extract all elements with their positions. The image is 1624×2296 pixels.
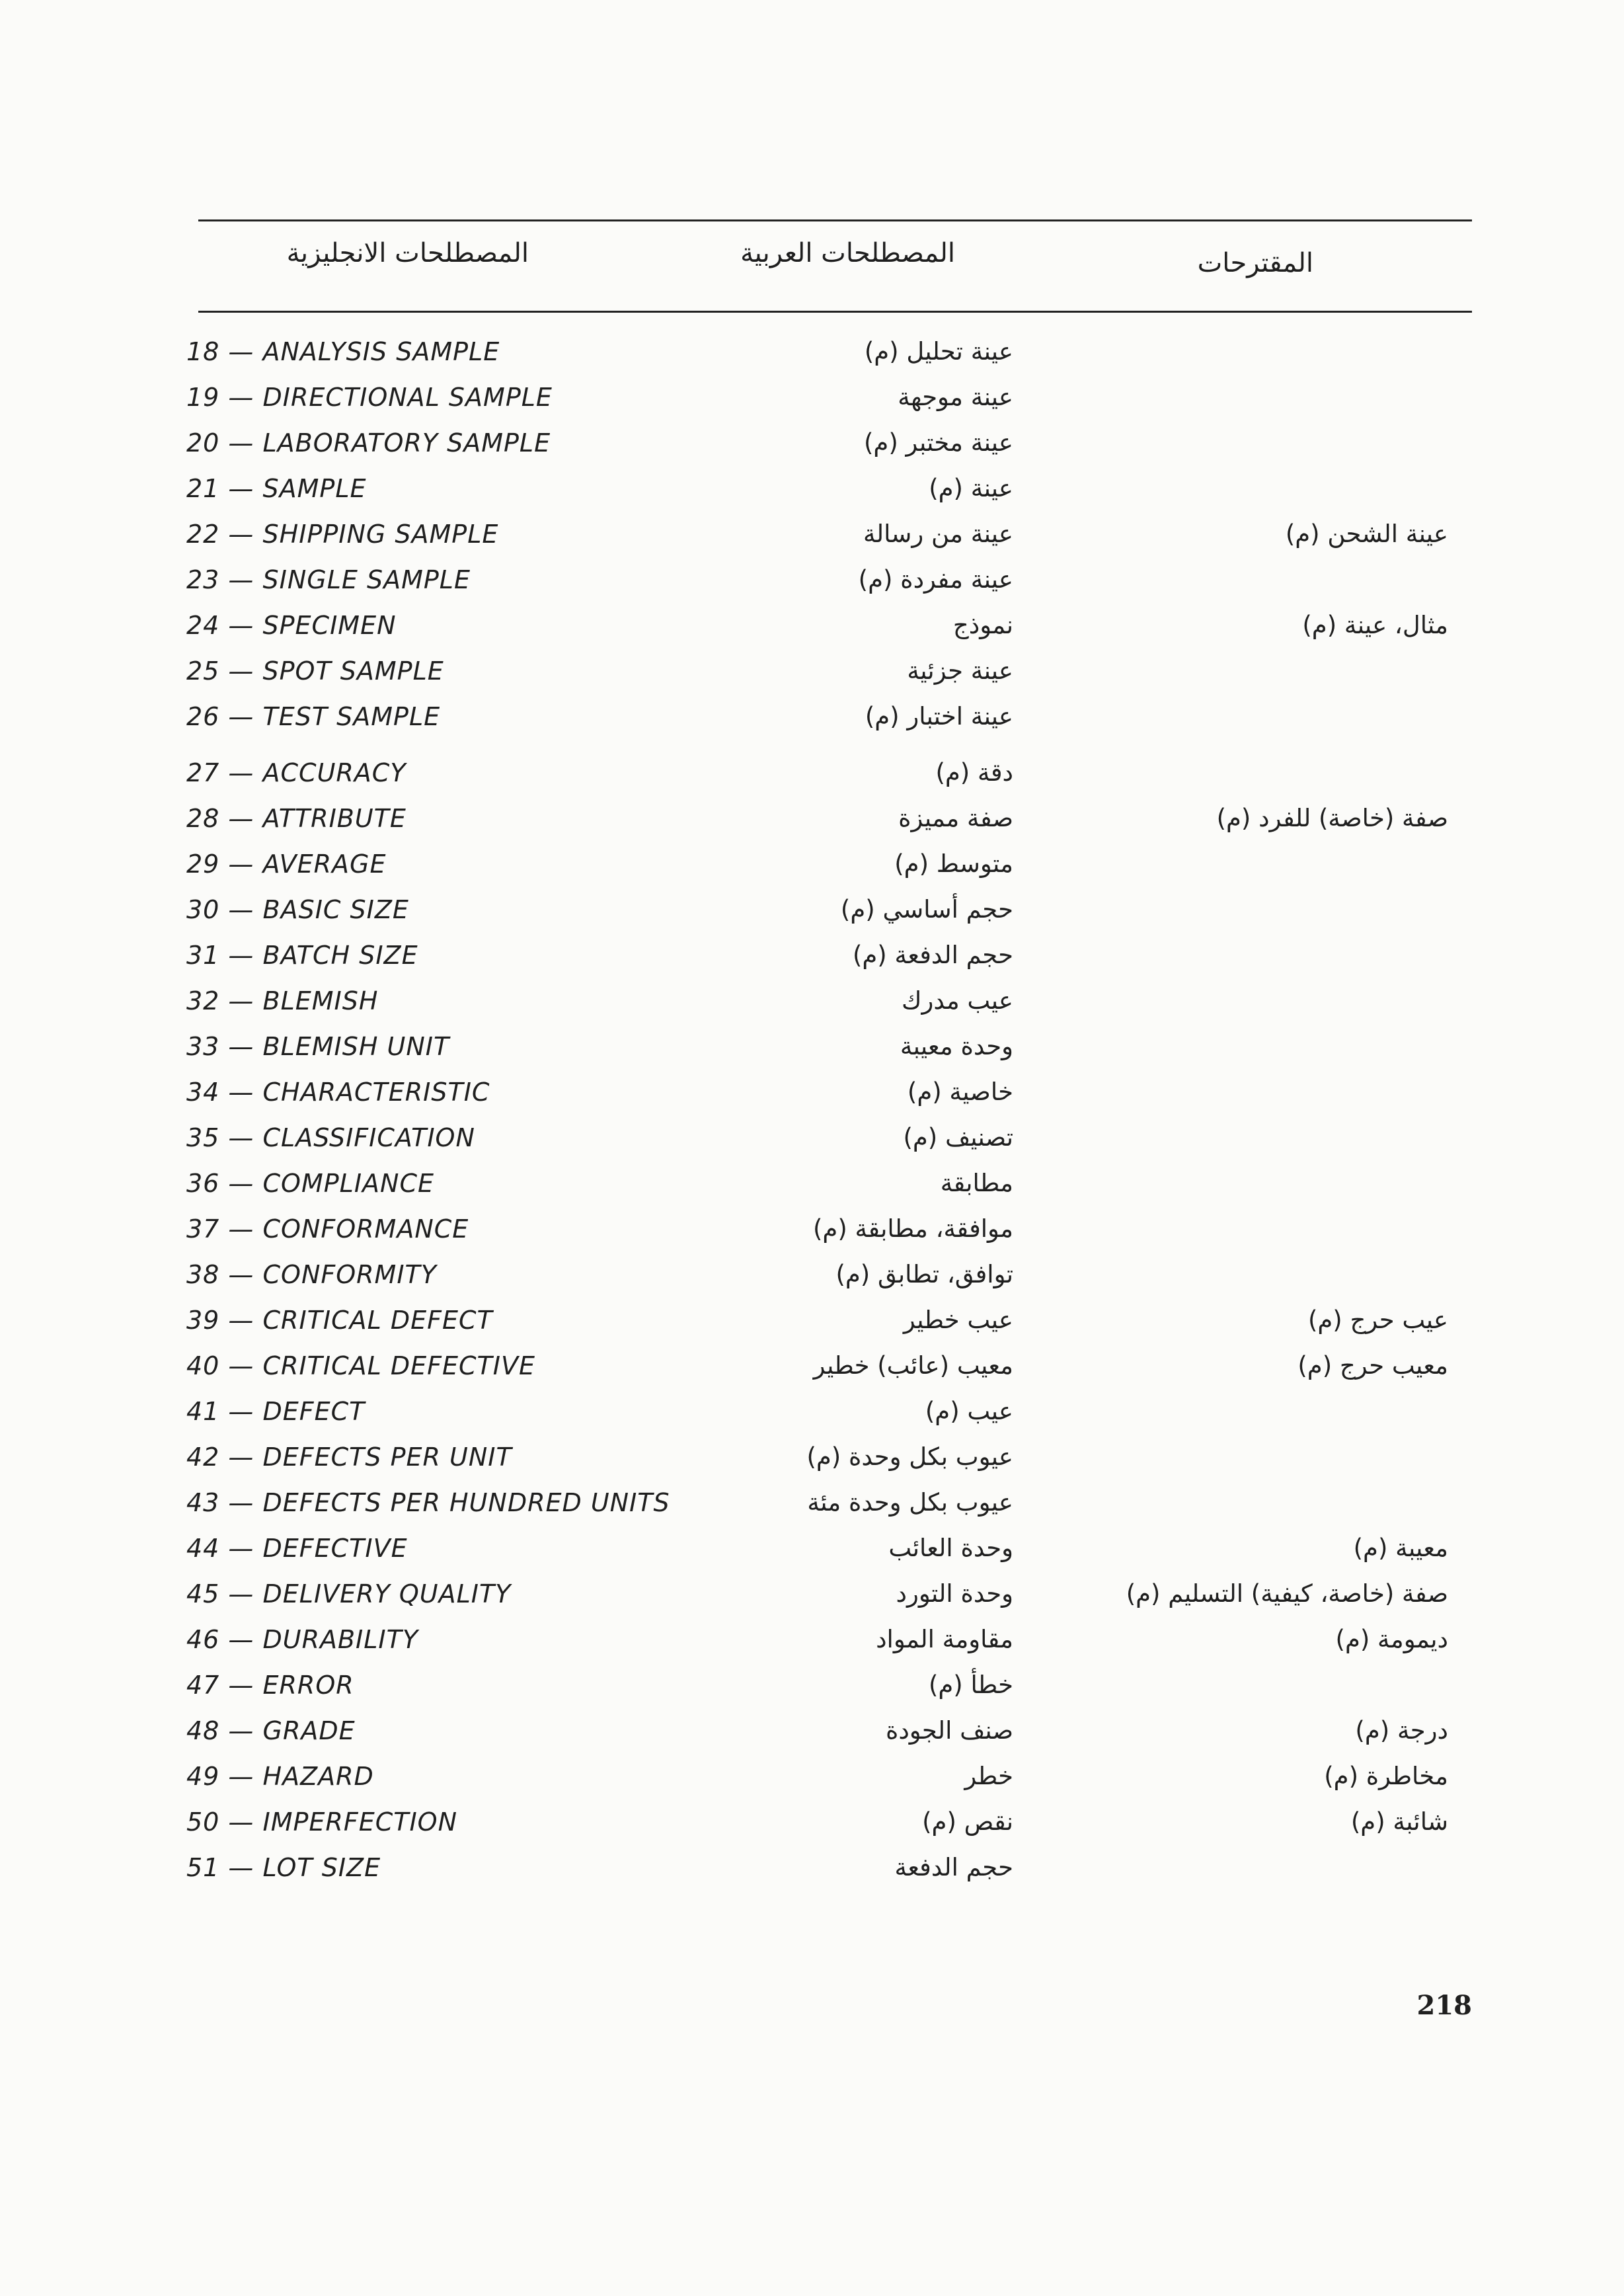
english-term: 50 — IMPERFECTION <box>186 1807 457 1837</box>
suggestion: درجة (م) <box>1355 1716 1448 1745</box>
arabic-term: عيوب بكل وحدة مئة <box>807 1488 1013 1517</box>
english-term: 24 — SPECIMEN <box>186 611 397 640</box>
table-row <box>0 520 1624 565</box>
english-term: 26 — TEST SAMPLE <box>186 702 441 731</box>
arabic-term: تصنيف (م) <box>903 1123 1013 1152</box>
english-term: 18 — ANALYSIS SAMPLE <box>186 337 500 366</box>
english-term: 23 — SINGLE SAMPLE <box>186 565 471 594</box>
arabic-term: عينة جزئية <box>907 656 1013 685</box>
arabic-term: صنف الجودة <box>885 1716 1013 1745</box>
english-term: 43 — DEFECTS PER HUNDRED UNITS <box>186 1488 670 1517</box>
table-row <box>0 1397 1624 1443</box>
table-row <box>0 895 1624 941</box>
english-term: 47 — ERROR <box>186 1671 354 1700</box>
arabic-term: خطأ (م) <box>928 1671 1013 1699</box>
table-row <box>0 1807 1624 1853</box>
arabic-term: عيب خطير <box>903 1306 1013 1334</box>
header-english-terms: المصطلحات الانجليزية <box>286 238 529 268</box>
arabic-term: مطابقة <box>940 1169 1013 1197</box>
english-term: 41 — DEFECT <box>186 1397 366 1426</box>
table-row <box>0 611 1624 656</box>
arabic-term: مقاومة المواد <box>876 1625 1013 1653</box>
arabic-term: موافقة، مطابقة (م) <box>813 1214 1013 1243</box>
english-term: 37 — CONFORMANCE <box>186 1214 469 1244</box>
terms-table <box>0 337 1624 1899</box>
arabic-term: عينة موجهة <box>898 383 1013 411</box>
table-row <box>0 474 1624 520</box>
arabic-term: نموذج <box>952 611 1013 639</box>
header-arabic-terms: المصطلحات العربية <box>740 238 955 268</box>
table-row <box>0 850 1624 895</box>
table-row <box>0 1488 1624 1534</box>
arabic-term: حجم الدفعة <box>894 1853 1013 1881</box>
english-term: 34 — CHARACTERISTIC <box>186 1078 490 1107</box>
english-term: 29 — AVERAGE <box>186 850 387 879</box>
english-term: 22 — SHIPPING SAMPLE <box>186 520 499 549</box>
arabic-term: عينة (م) <box>929 474 1013 502</box>
english-term: 44 — DEFECTIVE <box>186 1534 408 1563</box>
english-term: 31 — BATCH SIZE <box>186 941 418 970</box>
english-term: 33 — BLEMISH UNIT <box>186 1032 450 1061</box>
table-row <box>0 702 1624 748</box>
english-term: 36 — COMPLIANCE <box>186 1169 434 1198</box>
english-term: 25 — SPOT SAMPLE <box>186 656 444 686</box>
arabic-term: متوسط (م) <box>894 850 1013 878</box>
english-term: 45 — DELIVERY QUALITY <box>186 1579 512 1608</box>
english-term: 49 — HAZARD <box>186 1762 374 1791</box>
english-term: 32 — BLEMISH <box>186 986 379 1015</box>
table-row <box>0 1214 1624 1260</box>
table-row <box>0 758 1624 804</box>
english-term: 46 — DURABILITY <box>186 1625 419 1654</box>
arabic-term: عيب (م) <box>925 1397 1013 1425</box>
english-term: 39 — CRITICAL DEFECT <box>186 1306 493 1335</box>
arabic-term: عينة مفردة (م) <box>858 565 1013 594</box>
suggestion: ديمومة (م) <box>1335 1625 1448 1653</box>
suggestion: معيب حرج (م) <box>1297 1351 1448 1380</box>
arabic-term: معيب (عائب) خطير <box>813 1351 1013 1380</box>
table-row <box>0 565 1624 611</box>
table-row <box>0 1032 1624 1078</box>
arabic-term: عيوب بكل وحدة (م) <box>806 1443 1013 1471</box>
english-term: 30 — BASIC SIZE <box>186 895 409 924</box>
arabic-term: صفة مميزة <box>898 804 1013 832</box>
arabic-term: نقص (م) <box>922 1807 1013 1836</box>
english-term: 19 — DIRECTIONAL SAMPLE <box>186 383 553 412</box>
arabic-term: وحدة التورد <box>896 1579 1013 1608</box>
table-row <box>0 656 1624 702</box>
table-row <box>0 1260 1624 1306</box>
table-row <box>0 1625 1624 1671</box>
table-row <box>0 986 1624 1032</box>
english-term: 35 — CLASSIFICATION <box>186 1123 475 1152</box>
suggestion: معيبة (م) <box>1353 1534 1448 1562</box>
english-term: 51 — LOT SIZE <box>186 1853 381 1882</box>
suggestion: مخاطرة (م) <box>1324 1762 1448 1790</box>
arabic-term: خطر <box>964 1762 1013 1790</box>
table-row <box>0 1169 1624 1214</box>
arabic-term: وحدة معيبة <box>900 1032 1013 1060</box>
table-row <box>0 804 1624 850</box>
english-term: 48 — GRADE <box>186 1716 356 1745</box>
table-row <box>0 1671 1624 1716</box>
table-row <box>0 1443 1624 1488</box>
table-row <box>0 1078 1624 1123</box>
english-term: 27 — ACCURACY <box>186 758 406 787</box>
header-rule <box>198 311 1472 313</box>
arabic-term: وحدة العائب <box>888 1534 1013 1562</box>
arabic-term: عينة اختبار (م) <box>865 702 1013 731</box>
suggestion: صفة (خاصة، كيفية) التسليم (م) <box>1126 1579 1448 1608</box>
english-term: 40 — CRITICAL DEFECTIVE <box>186 1351 535 1380</box>
suggestion: عيب حرج (م) <box>1307 1306 1448 1334</box>
arabic-term: دقة (م) <box>935 758 1013 787</box>
english-term: 28 — ATTRIBUTE <box>186 804 406 833</box>
page-number: 218 <box>1416 1990 1472 2021</box>
arabic-term: عينة مختبر (م) <box>864 428 1013 457</box>
suggestion: صفة (خاصة) للفرد (م) <box>1216 804 1448 832</box>
table-row <box>0 337 1624 383</box>
arabic-term: خاصية (م) <box>907 1078 1013 1106</box>
arabic-term: حجم الدفعة (م) <box>852 941 1013 969</box>
table-row <box>0 1123 1624 1169</box>
table-row <box>0 1853 1624 1899</box>
table-row <box>0 383 1624 428</box>
table-row <box>0 428 1624 474</box>
table-row <box>0 941 1624 986</box>
english-term: 21 — SAMPLE <box>186 474 367 503</box>
table-row <box>0 1306 1624 1351</box>
suggestion: شائبة (م) <box>1350 1807 1448 1836</box>
english-term: 42 — DEFECTS PER UNIT <box>186 1443 512 1472</box>
arabic-term: عينة تحليل (م) <box>864 337 1013 366</box>
suggestion: عينة الشحن (م) <box>1285 520 1448 548</box>
arabic-term: عيب مدرك <box>902 986 1013 1015</box>
table-row <box>0 1716 1624 1762</box>
table-row <box>0 1351 1624 1397</box>
top-rule <box>198 219 1472 221</box>
table-row <box>0 1579 1624 1625</box>
table-row <box>0 1762 1624 1807</box>
header-suggestions: المقترحات <box>1197 248 1313 278</box>
arabic-term: حجم أساسي (م) <box>840 895 1013 924</box>
table-row <box>0 1534 1624 1579</box>
english-term: 20 — LABORATORY SAMPLE <box>186 428 551 457</box>
arabic-term: عينة من رسالة <box>863 520 1013 548</box>
english-term: 38 — CONFORMITY <box>186 1260 437 1289</box>
arabic-term: توافق، تطابق (م) <box>835 1260 1013 1288</box>
suggestion: مثال، عينة (م) <box>1302 611 1448 639</box>
